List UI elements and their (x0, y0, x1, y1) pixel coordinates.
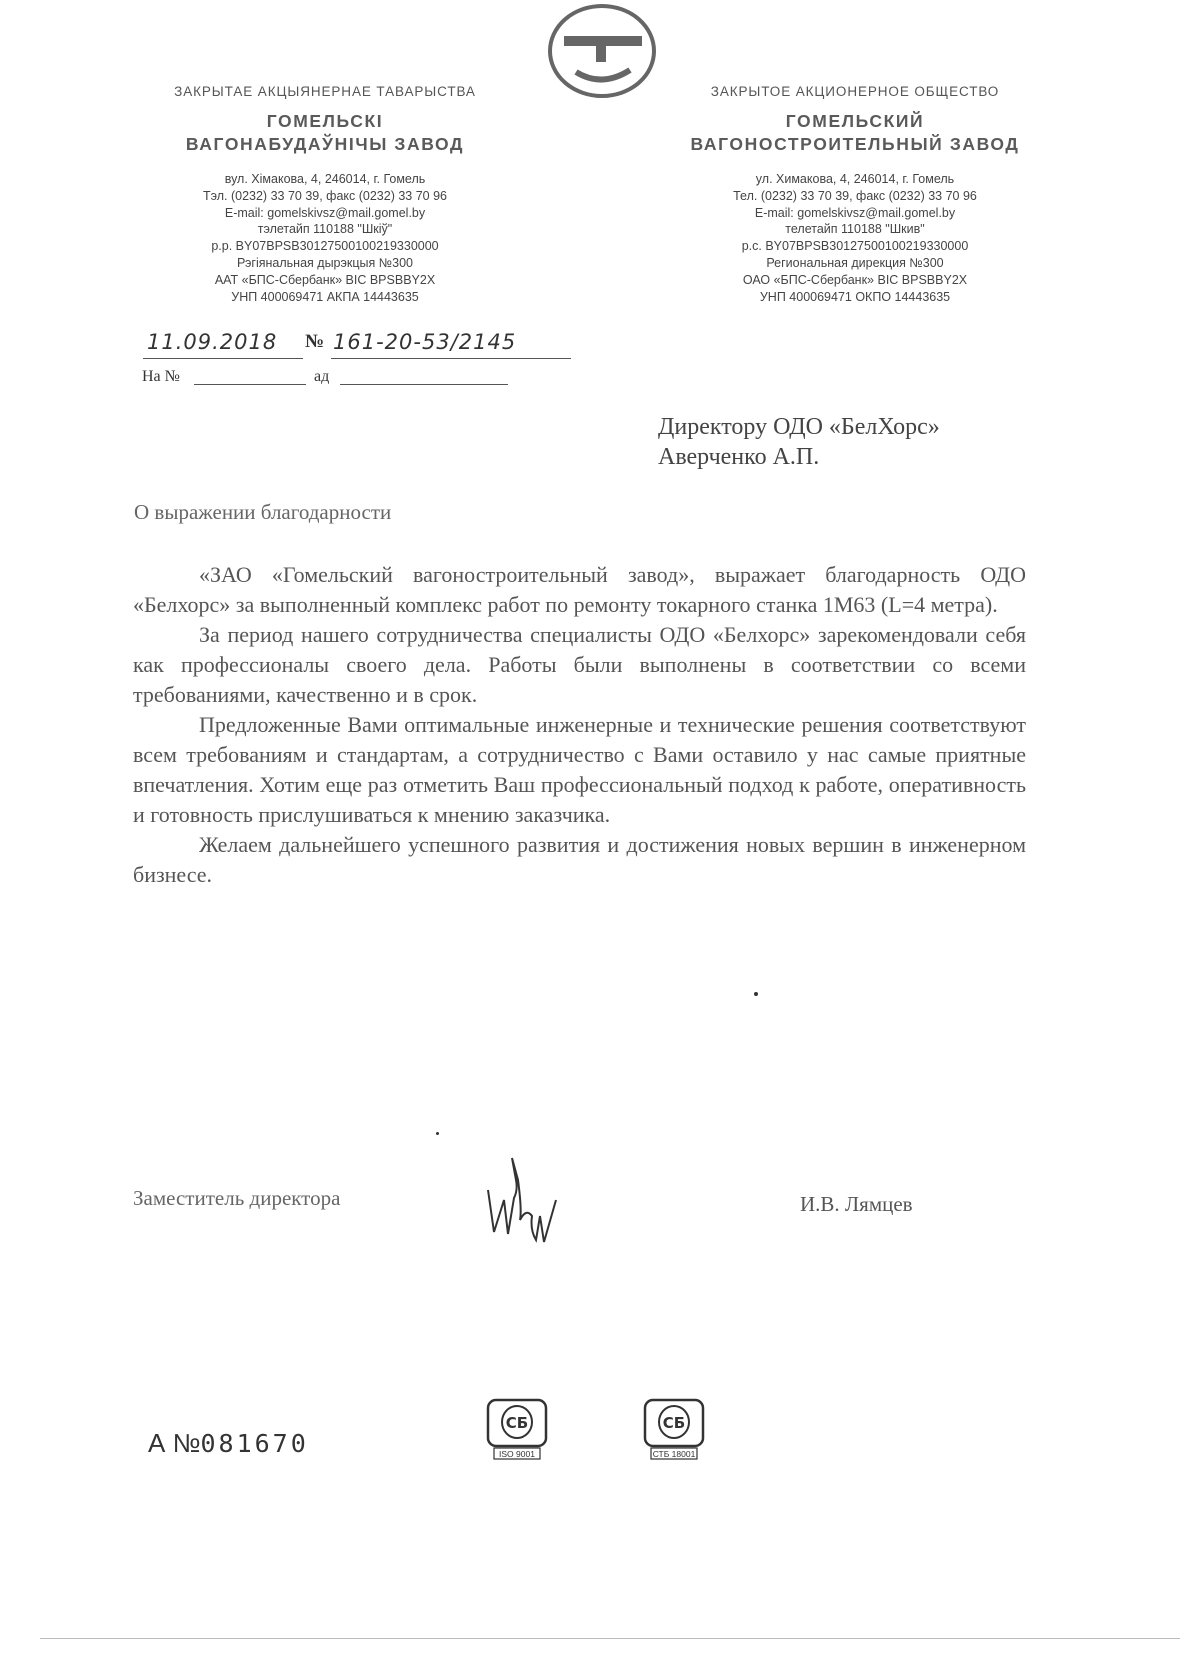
registration-date: 11.09.2018 (147, 330, 278, 354)
form-serial (148, 1428, 309, 1459)
reference-line (142, 366, 522, 392)
stb-18001-label: СТБ 18001 (652, 1449, 696, 1459)
serial-prefix: А № (148, 1428, 201, 1458)
body-paragraph: Предложенные Вами оптимальные инженерные и технические решения соответствуют всем требованиям и стандартам, а сотрудничество с Вами оставило у нас самые приятные впечатления. Хотим еще раз отметить Ваш профессиональный подход к работе, оперативность и готовность прислушиваться к мнению заказчика. (133, 712, 1026, 827)
registration-number: 161-20-53/2145 (333, 330, 517, 354)
requisites-ru: ул. Химакова, 4, 246014, г. Гомель Тел. (0232) 33 70 39, факс (0232) 33 70 96 E-mail: gomelskivsz@mail.gomel.by телетайп 110188 "Шкив" р.с. BY07BPSB30127500100219330000 Региональная дирекция №300 ОАО «БПС-Сбербанк» BIC BPSBBY2X УНП 400069471 ОКПО 14443635 (733, 172, 977, 304)
body-paragraph: За период нашего сотрудничества специалисты ОДО «Белхорс» зарекомендовали себя как профессионалы своего дела. Работы были выполнены в соответствии со всеми требованиями, качественно и в срок. (133, 622, 1026, 707)
signer-title: Заместитель директора (133, 1186, 341, 1210)
page-bottom-rule (40, 1638, 1180, 1639)
org-type-ru: ЗАКРЫТОЕ АКЦИОНЕРНОЕ ОБЩЕСТВО (710, 84, 1000, 99)
iso-9001-label: ISO 9001 (499, 1449, 535, 1459)
body-paragraph: Желаем дальнейшего успешного развития и достижения новых вершин в инженерном бизнесе. (133, 832, 1026, 887)
svg-text:СБ: СБ (505, 1414, 529, 1432)
company-name-ru: ГОМЕЛЬСКИЙ ВАГОНОСТРОИТЕЛЬНЫЙ ЗАВОД (690, 111, 1020, 154)
addressee-line-2: Аверченко А.П. (658, 444, 820, 470)
reference-na-blank (194, 384, 306, 385)
handwritten-signature (478, 1150, 574, 1258)
reference-na-label: На № (142, 368, 180, 385)
number-underline (331, 358, 571, 359)
addressee-line-1: Директору ОДО «БелХорс» (658, 414, 940, 440)
reference-ad-label: ад (314, 368, 330, 385)
scan-speck (436, 1132, 439, 1135)
letter-subject: О выражении благодарности (134, 500, 392, 524)
iso-9001-cert-icon (486, 1398, 548, 1460)
requisites-by: вул. Хімакова, 4, 246014, г. Гомель Тэл. (0232) 33 70 39, факс (0232) 33 70 96 E-mail: gomelskivsz@mail.gomel.by тэлетайп 110188 "Шкіў" р.р. BY07BPSB30127500100219330000 Рэгіянальная дырэкцыя №300 ААТ «БПС-Сбербанк» BIC BPSBBY2X УНП 400069471 АКПА 14443635 (202, 172, 448, 304)
registration-line (143, 330, 593, 370)
reference-ad-blank (340, 384, 508, 385)
stb-18001-cert-icon (643, 1398, 705, 1460)
letterhead-left (130, 84, 520, 305)
serial-number: 081670 (200, 1429, 309, 1458)
number-sign: № (305, 331, 325, 352)
signer-name: И.В. Лямцев (800, 1192, 913, 1216)
date-underline (143, 358, 303, 359)
body-paragraph: «ЗАО «Гомельский вагоностроительный завод», выражает благодарность ОДО «Белхорс» за выполненный комплекс работ по ремонту токарного станка 1М63 (L=4 метра). (133, 562, 1026, 617)
letterhead-right (660, 84, 1050, 305)
letter-body (133, 560, 1026, 890)
scan-speck (754, 992, 758, 996)
company-name-by: ГОМЕЛЬСКІ ВАГОНАБУДАЎНІЧЫ ЗАВОД (185, 111, 465, 154)
addressee (658, 412, 940, 472)
company-logo (546, 2, 658, 100)
org-type-by: ЗАКРЫТАЕ АКЦЫЯНЕРНАЕ ТАВАРЫСТВА (174, 84, 476, 99)
svg-text:СБ: СБ (662, 1414, 686, 1432)
